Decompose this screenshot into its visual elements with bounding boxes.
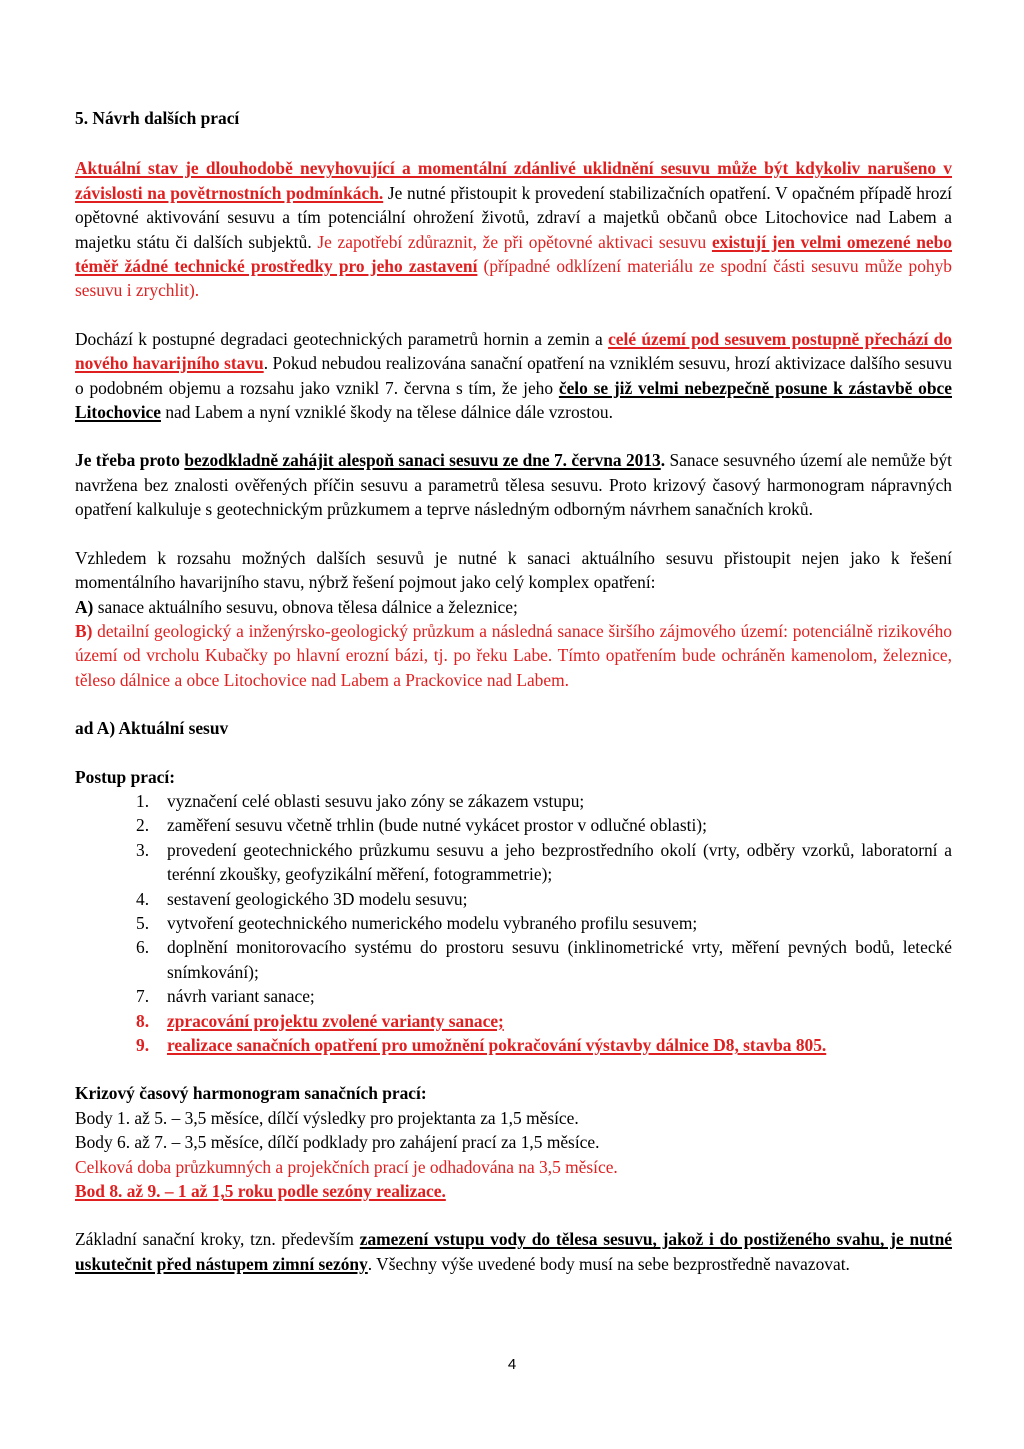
list-item-number: 2.	[136, 815, 150, 836]
page-number: 4	[507, 1356, 517, 1373]
list-item-number: 9.	[136, 1035, 150, 1055]
list-item	[136, 911, 952, 935]
list-item-text: vyznačení celé oblasti sesuvu jako zóny se zákazem vstupu;	[167, 790, 585, 811]
emphasis-strong-span: celé území pod sesuvem postupně přechází do nového havarijního stavu	[75, 328, 952, 374]
schedule-title: Krizový časový harmonogram sanačních prací:	[75, 1083, 427, 1104]
emphasis-span: Je zapotřebí zdůraznit, že při opětovné aktivaci sesuvu	[311, 231, 712, 252]
option-b-label: B)	[75, 620, 93, 641]
list-item-number: 1.	[136, 790, 150, 811]
document-page	[75, 106, 952, 1276]
bold-span: Je třeba proto	[75, 450, 185, 471]
list-item-number: 7.	[136, 986, 150, 1007]
schedule-line: Body 1. až 5. – 3,5 měsíce, dílčí výsledky pro projektanta za 1,5 měsíce.	[75, 1107, 579, 1128]
text-span: Dochází k postupné degradaci geotechnických parametrů hornin a zemin a	[75, 328, 609, 349]
list-item-number: 3.	[136, 839, 150, 860]
option-b-text: detailní geologický a inženýrsko-geologický průzkum a následná sanace širšího zájmového území: potenciálně rizikového území od vrcholu Kubačky po hlavní erozní bázi, tj. po řeku Labe. Tímto opatřením bude ochráněn kamenolom, železnice, těleso dálnice a obce Litochovice nad Labem a Prackovice nad Labem.	[75, 620, 952, 690]
option-b	[75, 619, 952, 692]
list-item-number: 8.	[136, 1010, 150, 1031]
text-span: Je nutné přistoupit k provedení stabilizačních opatření. V opačném případě hrozí opětovné aktivování sesuvu a tím potenciální ohrožení životů, zdraví a majetků občanů obce Litochovice nad Labem a majetku státu či dalších subjektů.	[75, 182, 952, 252]
list-item	[136, 984, 952, 1008]
list-item	[136, 887, 952, 911]
list-item-text: sestavení geologického 3D modelu sesuvu;	[167, 888, 468, 909]
list-item	[136, 789, 952, 813]
bold-underline-span: zamezení vstupu vody do tělesa sesuvu, jakož i do postiženého svahu, je nutné uskutečnit před nástupem zimní sezóny	[75, 1229, 952, 1274]
list-item-text: vytvoření geotechnického numerického modelu vybraného profilu sesuvem;	[167, 912, 698, 933]
list-item	[136, 1009, 952, 1033]
schedule-line: Body 6. až 7. – 3,5 měsíce, dílčí podklady pro zahájení prací za 1,5 měsíce.	[75, 1132, 600, 1153]
list-item	[136, 838, 952, 887]
list-item-number: 6.	[136, 937, 150, 958]
paragraph-basic-steps	[75, 1227, 952, 1276]
section-title: 5. Návrh dalších prací	[75, 108, 240, 128]
steps-title: Postup prací:	[75, 766, 175, 787]
text-span: nad Labem a nyní vzniklé škody na tělese dálnice dále vzrostou.	[160, 402, 613, 423]
list-item-text: realizace sanačních opatření pro umožnění pokračování výstavby dálnice D8, stavba 805.	[167, 1035, 827, 1055]
list-item-number: 5.	[136, 912, 150, 933]
option-a-text: sanace aktuálního sesuvu, obnova tělesa dálnice a železnice;	[93, 596, 518, 617]
warning-statement: Aktuální stav je dlouhodobě nevyhovující a momentální zdánlivé uklidnění sesuvu může být kdykoliv narušeno v závislosti na povětrnostních podmínkách.	[75, 158, 952, 203]
paragraph-degradation	[75, 327, 952, 425]
option-a	[75, 595, 952, 619]
text-span: Základní sanační kroky, tzn. především	[75, 1229, 360, 1250]
text-span: Vzhledem k rozsahu možných dalších sesuvů je nutné k sanaci aktuálního sesuvu přistoupit nejen jako k řešení momentálního havarijního stavu, nýbrž řešení pojmout jako celý komplex opatření:	[75, 547, 952, 593]
list-item-text: zaměření sesuvu včetně trhlin (bude nutné vykácet prostor v odlučné oblasti);	[167, 815, 707, 836]
list-item-text: doplnění monitorovacího systému do prostoru sesuvu (inklinometrické vrty, měření pevných bodů, letecké snímkování);	[167, 937, 952, 982]
option-a-label: A)	[75, 596, 94, 617]
paragraph-immediate-action	[75, 448, 952, 521]
paragraph-current-state	[75, 156, 952, 302]
paragraph-scope	[75, 546, 952, 595]
schedule-line: Celková doba průzkumných a projekčních prací je odhadována na 3,5 měsíce.	[75, 1156, 618, 1177]
text-span: Sanace sesuvného území ale nemůže být navržena bez znalosti ověřených příčin sesuvu a parametrů tělesa sesuvu. Proto krizový časový harmonogram nápravných opatření kalkuluje s geotechnickým průzkumem a teprve následným odborným návrhem sanačních kroků.	[75, 450, 952, 520]
list-item-number: 4.	[136, 888, 150, 909]
bold-underline-span: čelo se již velmi nebezpečně posune k zástavbě obce Litochovice	[75, 377, 952, 423]
list-item	[136, 935, 952, 984]
list-item-text: zpracování projektu zvolené varianty sanace;	[167, 1010, 504, 1031]
bold-underline-span: bezodkladně zahájit alespoň sanaci sesuvu ze dne 7. června 2013	[184, 450, 661, 471]
bold-span: .	[660, 450, 666, 471]
list-item	[136, 1033, 952, 1057]
subsection-title: ad A) Aktuální sesuv	[75, 718, 229, 739]
list-item	[136, 813, 952, 837]
list-item-text: návrh variant sanace;	[167, 986, 315, 1007]
schedule-line-emphasis: Bod 8. až 9. – 1 až 1,5 roku podle sezóny realizace.	[75, 1181, 446, 1202]
text-span: . Všechny výše uvedené body musí na sebe bezprostředně navazovat.	[367, 1253, 850, 1274]
emphasis-strong-span: existují jen velmi omezené nebo téměř žádné technické prostředky pro jeho zastavení	[75, 231, 952, 277]
text-span: . Pokud nebudou realizována sanační opatření na vzniklém sesuvu, hrozí aktivizace dalšího sesuvu o podobném objemu a rozsahu jako vznikl 7. června s tím, že jeho	[75, 353, 952, 398]
steps-list	[75, 789, 952, 1057]
emphasis-span: (případné odklízení materiálu ze spodní části sesuvu může pohyb sesuvu i zrychlit).	[75, 256, 952, 301]
list-item-text: provedení geotechnického průzkumu sesuvu a jeho bezprostředního okolí (vrty, odběry vzorků, laboratorní a terénní zkoušky, geofyzikální měření, fotogrammetrie);	[167, 839, 952, 885]
